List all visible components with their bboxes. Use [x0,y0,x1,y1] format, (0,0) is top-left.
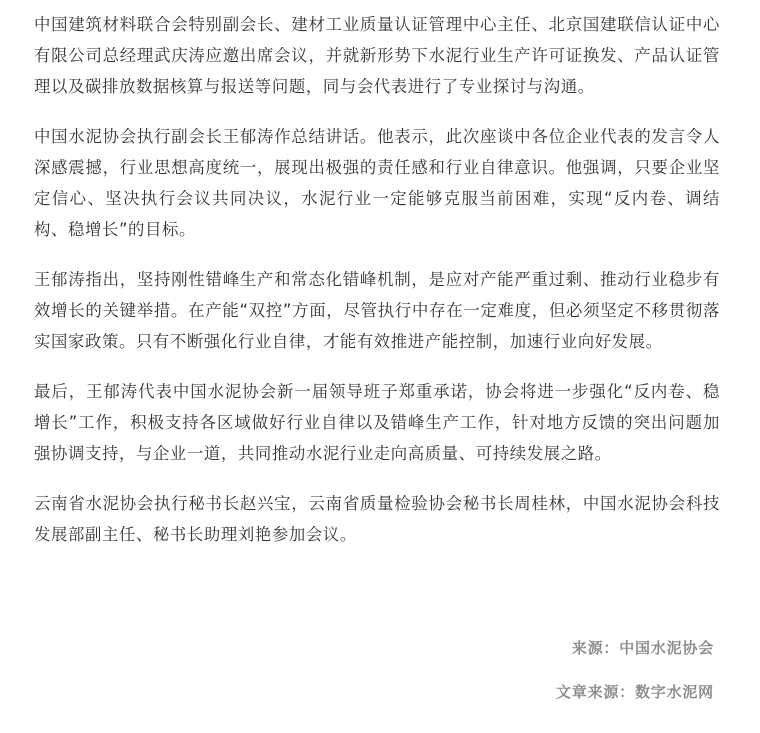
article-source-credit: 文章来源：数字水泥网 [555,683,714,701]
article-paragraph-3: 王郁涛指出，坚持刚性错峰生产和常态化错峰机制，是应对产能严重过剩、推动行业稳步有效增长的关键举措。在产能“双控”方面，尽管执行中存在一定难度，但必须坚定不移贯彻落实国家政策。只有不断强化行业自律，才能有效推进产能控制，加速行业向好发展。 [34,270,720,351]
article-body [34,9,720,569]
article-paragraph-5: 云南省水泥协会执行秘书长赵兴宝，云南省质量检验协会秘书长周桂林，中国水泥协会科技发展部副主任、秘书长助理刘艳参加会议。 [34,494,720,544]
article-paragraph-2: 中国水泥协会执行副会长王郁涛作总结讲话。他表示，此次座谈中各位企业代表的发言令人深感震撼，行业思想高度统一，展现出极强的责任感和行业自律意识。他强调，只要企业坚定信心、坚决执行会议共同决议，水泥行业一定能够克服当前困难，实现“反内卷、调结构、稳增长”的目标。 [34,127,720,239]
article-paragraph-4: 最后，王郁涛代表中国水泥协会新一届领导班子郑重承诺，协会将进一步强化“反内卷、稳增长”工作，积极支持各区域做好行业自律以及错峰生产工作，针对地方反馈的突出问题加强协调支持，与企业一道，共同推动水泥行业走向高质量、可持续发展之路。 [34,382,720,463]
article-paragraph-1: 中国建筑材料联合会特别副会长、建材工业质量认证管理中心主任、北京国建联信认证中心有限公司总经理武庆涛应邀出席会议，并就新形势下水泥行业生产许可证换发、产品认证管理以及碳排放数据核算与报送等问题，同与会代表进行了专业探讨与沟通。 [34,15,720,96]
source-credit: 来源：中国水泥协会 [571,639,714,657]
